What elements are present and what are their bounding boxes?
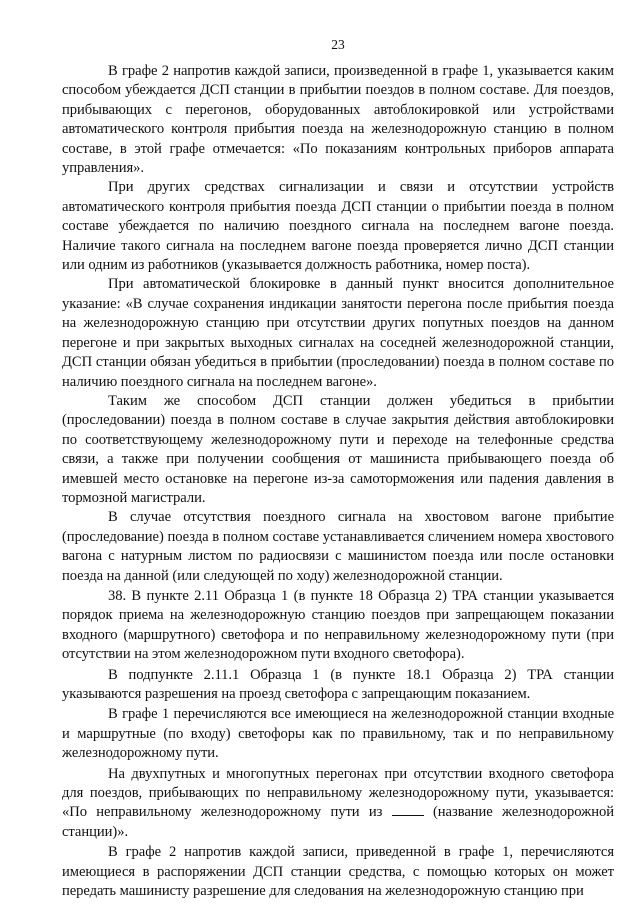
paragraph: В графе 1 перечисляются все имеющиеся на железнодорожной станции входные и маршрутные (по входу) светофоры как по правильному, так и по неправильному железнодорожному пути. — [62, 706, 614, 762]
paragraph-text: На двухпутных и многопутных перегонах при отсутствии входного светофора для поездов, прибывающих по неправильному железнодорожному пути, указывается: «По неправильному железнодорожному пути из — [62, 765, 614, 821]
paragraph: При автоматической блокировке в данный пункт вносится дополнительное указание: «В случае сохранения индикации занятости перегона после прибытия поезда на железнодорожную станцию при отсутствии других попутных поездов на данном перегоне и при закрытых выходных сигналах на соседней железнодорожной станции, ДСП станции обязан убедиться в прибытии (проследовании) поезда в полном составе по наличию поездного сигнала на последнем вагоне». — [62, 276, 614, 390]
paragraph: В графе 2 напротив каждой записи, приведенной в графе 1, перечисляются имеющиеся в распоряжении ДСП станции средства, с помощью которых он может передать машинисту разрешение для следования на железнодорожную станцию при — [62, 844, 614, 900]
paragraph: При других средствах сигнализации и связи и отсутствии устройств автоматического контроля прибытия поезда ДСП станции о прибытии поезда в полном составе убеждается по наличию поездного сигнала на последнем вагоне поезда. Наличие такого сигнала на последнем вагоне поезда проверяется лично ДСП станции или одним из работников (указывается должность работника, номер поста). — [62, 179, 614, 274]
paragraph: В случае отсутствия поездного сигнала на хвостовом вагоне прибытие (проследование) поезда в полном составе устанавливается сличением номера хвостового вагона с натурным листом по радиосвязи с машинистом поезда или после остановки поезда на данной (или следующей по ходу) железнодорожной станции. — [62, 509, 614, 584]
paragraph: 38. В пункте 2.11 Образца 1 (в пункте 18 Образца 2) ТРА станции указывается порядок приема на железнодорожную станцию поездов при запрещающем показании входного (маршрутного) светофора и по неправильному железнодорожному пути (при отсутствии на этом железнодорожном пути входного светофора). — [62, 587, 614, 663]
document-body — [62, 62, 614, 901]
fill-in-blank — [392, 803, 424, 816]
paragraph-text: (название железнодорожной станции)». — [62, 804, 614, 840]
paragraph: В подпункте 2.11.1 Образца 1 (в пункте 18.1 Образца 2) ТРА станции указываются разрешения на проезд светофора с запрещающим показанием. — [62, 666, 614, 702]
paragraph-with-blank — [62, 765, 614, 843]
page-number: 23 — [331, 37, 345, 52]
paragraph: Таким же способом ДСП станции должен убедиться в прибытии (проследовании) поезда в полном составе в случае закрытия действия автоблокировки по соответствующему железнодорожному пути и переходе на телефонные средства связи, а также при получении сообщения от машиниста прибывающего поезда об имевшей место остановке на перегоне из-за самоторможения или падения давления в тормозной магистрали. — [62, 392, 614, 506]
paragraph: В графе 2 напротив каждой записи, произведенной в графе 1, указывается каким способом убеждается ДСП станции в прибытии поездов в полном составе. Для поездов, прибывающих с перегонов, оборудованных автоблокировкой или устройствами автоматического контроля прибытия поезда на железнодорожную станцию в полном составе, в этой графе отмечается: «По показаниям контрольных приборов аппарата управления». — [62, 63, 614, 177]
